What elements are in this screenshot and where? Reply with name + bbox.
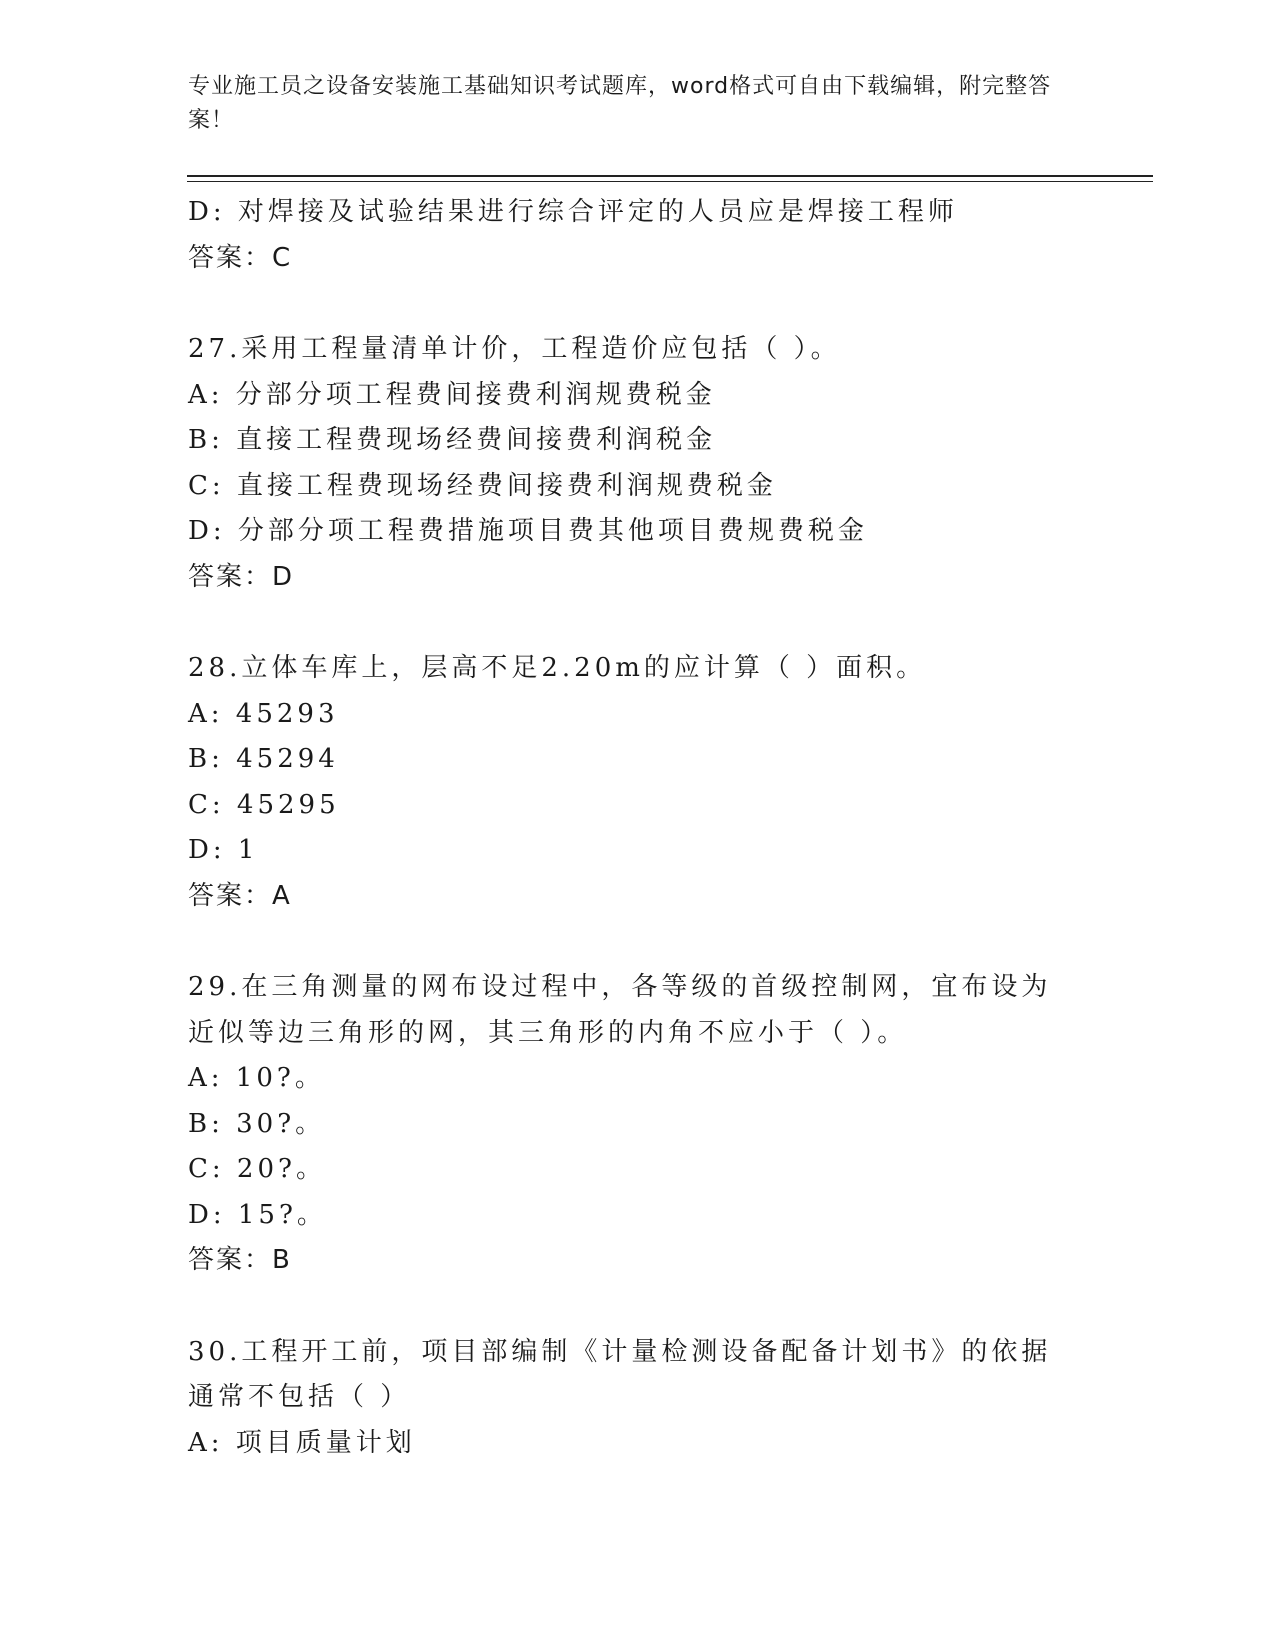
question-29 (188, 965, 1088, 1284)
option-a: A: 10?。 (188, 1063, 325, 1093)
option-c: C: 20?。 (188, 1154, 326, 1184)
option-c: C: 45295 (188, 789, 340, 820)
option-d: D: 分部分项工程费措施项目费其他项目费规费税金 (188, 516, 868, 546)
answer-continued: 答案：C (188, 242, 293, 273)
header-rule-thin (187, 181, 1153, 182)
option-a: A: 分部分项工程费间接费利润规费税金 (188, 379, 716, 410)
answer: 答案：D (188, 561, 295, 592)
question-content (188, 190, 1088, 1466)
answer: 答案：B (188, 1245, 292, 1275)
question-stem: 27.采用工程量清单计价，工程造价应包括（ ）。 (188, 334, 841, 364)
option-a: A: 项目质量计划 (188, 1427, 416, 1458)
option-d-continued: D: 对焊接及试验结果进行综合评定的人员应是焊接工程师 (188, 197, 958, 227)
question-stem: 30.工程开工前，项目部编制《计量检测设备配备计划书》的依据通常不包括（ ） (188, 1336, 1052, 1412)
option-b: B: 45294 (188, 744, 339, 774)
option-d: D: 15?。 (188, 1199, 327, 1230)
answer: 答案：A (188, 880, 292, 911)
question-stem: 28.立体车库上，层高不足2.20m的应计算（ ）面积。 (188, 653, 927, 683)
question-30 (188, 1330, 1088, 1467)
option-c: C: 直接工程费现场经费间接费利润规费税金 (188, 470, 777, 501)
option-b: B: 直接工程费现场经费间接费利润税金 (188, 425, 717, 455)
document-header: 专业施工员之设备安装施工基础知识考试题库，word格式可自由下载编辑，附完整答案！ (188, 74, 1052, 133)
question-27 (188, 327, 1088, 600)
header-rule-thick (187, 175, 1153, 177)
question-stem: 29.在三角测量的网布设过程中，各等级的首级控制网，宜布设为近似等边三角形的网，其三角形的内角不应小于（ ）。 (188, 972, 1052, 1048)
option-a: A: 45293 (188, 698, 339, 729)
option-d: D: 1 (188, 835, 259, 865)
option-b: B: 30?。 (188, 1108, 326, 1139)
question-28 (188, 646, 1088, 919)
